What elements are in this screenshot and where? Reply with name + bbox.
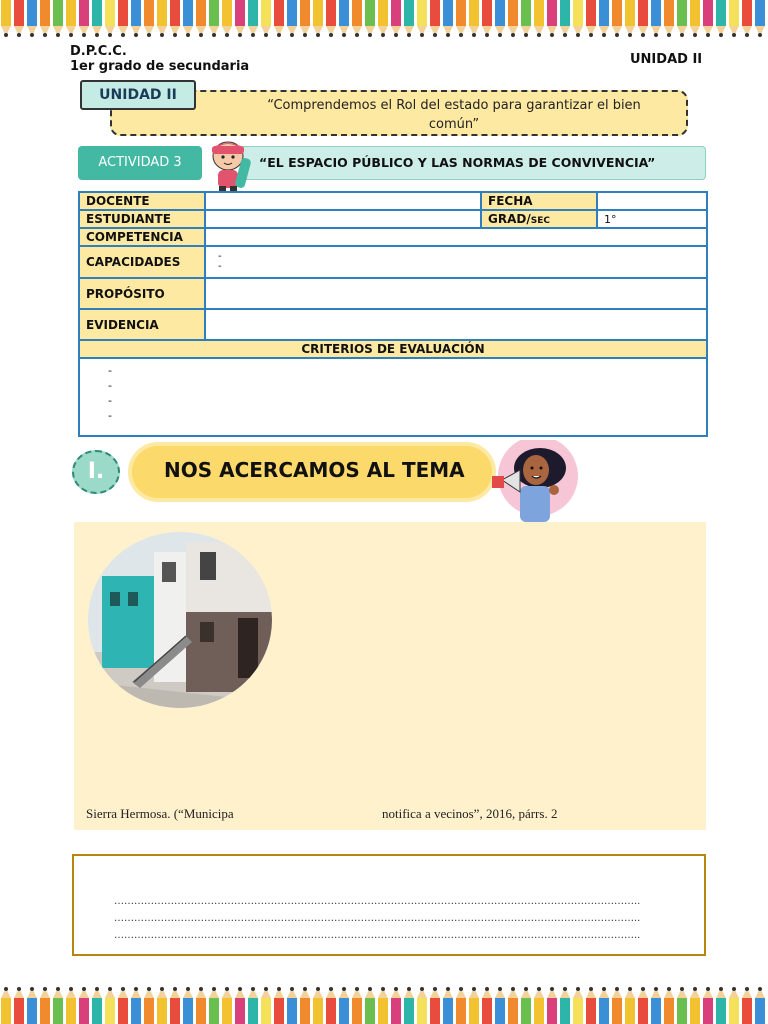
- criterio-item: -: [108, 409, 112, 422]
- pencil-border-top: [0, 0, 768, 40]
- pencil-decoration: [351, 0, 363, 40]
- criterio-item: -: [108, 379, 112, 392]
- evidencia-label: EVIDENCIA: [79, 309, 205, 340]
- pencil-decoration: [468, 984, 480, 1024]
- pencil-decoration: [715, 0, 727, 40]
- pencil-decoration: [559, 0, 571, 40]
- pencil-decoration: [559, 984, 571, 1024]
- pencil-decoration: [546, 984, 558, 1024]
- pencil-decoration: [312, 0, 324, 40]
- pencil-decoration: [91, 984, 103, 1024]
- pencil-decoration: [0, 0, 12, 40]
- pencil-decoration: [247, 0, 259, 40]
- grad-sec-field[interactable]: 1°: [597, 210, 707, 228]
- student-info-table: [78, 191, 708, 437]
- pencil-decoration: [507, 0, 519, 40]
- pencil-decoration: [325, 984, 337, 1024]
- pencil-decoration: [611, 0, 623, 40]
- pencil-decoration: [481, 0, 493, 40]
- pencil-decoration: [663, 0, 675, 40]
- pencil-decoration: [182, 984, 194, 1024]
- pencil-decoration: [520, 984, 532, 1024]
- pencil-decoration: [143, 984, 155, 1024]
- pencil-decoration: [169, 984, 181, 1024]
- pencil-decoration: [286, 0, 298, 40]
- pencil-decoration: [299, 984, 311, 1024]
- activity-tag: ACTIVIDAD 3: [78, 146, 202, 180]
- pencil-decoration: [637, 984, 649, 1024]
- pencil-decoration: [117, 984, 129, 1024]
- pencil-decoration: [754, 984, 766, 1024]
- pencil-decoration: [39, 984, 51, 1024]
- pencil-decoration: [273, 984, 285, 1024]
- pencil-decoration: [611, 984, 623, 1024]
- pencil-decoration: [403, 984, 415, 1024]
- grad-label: GRAD/: [488, 212, 531, 226]
- pencil-decoration: [91, 0, 103, 40]
- estudiante-field[interactable]: [205, 210, 481, 228]
- pencil-decoration: [650, 984, 662, 1024]
- pencil-decoration: [624, 0, 636, 40]
- pencil-decoration: [130, 984, 142, 1024]
- pencil-decoration: [39, 0, 51, 40]
- pencil-decoration: [117, 0, 129, 40]
- pencil-decoration: [741, 984, 753, 1024]
- pencil-decoration: [663, 984, 675, 1024]
- pencil-decoration: [208, 984, 220, 1024]
- section-title-banner: [132, 446, 492, 498]
- pencil-decoration: [52, 0, 64, 40]
- capacidad-item: -: [218, 251, 222, 262]
- answer-line[interactable]: …………………………………………………………………………………………………………………………………………..: [114, 930, 641, 941]
- pencil-decoration: [65, 984, 77, 1024]
- estudiante-label: ESTUDIANTE: [79, 210, 205, 228]
- activity-title: “EL ESPACIO PÚBLICO Y LAS NORMAS DE CONVIVENCIA”: [259, 155, 656, 170]
- answer-line[interactable]: …………………………………………………………………………………………………………………………………………..: [114, 913, 641, 924]
- pencil-decoration: [390, 0, 402, 40]
- pencil-decoration: [78, 984, 90, 1024]
- pencil-decoration: [494, 0, 506, 40]
- capacidad-item: -: [218, 261, 222, 272]
- pencil-decoration: [728, 984, 740, 1024]
- pencil-decoration: [507, 984, 519, 1024]
- student-illustration-icon: [204, 138, 256, 194]
- pencil-border-bottom: [0, 984, 768, 1024]
- pencil-decoration: [286, 984, 298, 1024]
- pencil-decoration: [338, 0, 350, 40]
- grade-level: 1er grado de secundaria: [70, 59, 250, 74]
- pencil-decoration: [377, 0, 389, 40]
- pencil-decoration: [130, 0, 142, 40]
- pencil-decoration: [624, 984, 636, 1024]
- pencil-decoration: [585, 0, 597, 40]
- sec-label: SEC: [530, 216, 550, 226]
- pencil-decoration: [741, 0, 753, 40]
- pencil-decoration: [221, 0, 233, 40]
- grad-sec-label: [481, 210, 597, 228]
- docente-label: DOCENTE: [79, 192, 205, 210]
- pencil-decoration: [481, 984, 493, 1024]
- activity-title-bar: [240, 146, 706, 180]
- pencil-decoration: [26, 0, 38, 40]
- pencil-decoration: [429, 0, 441, 40]
- pencil-decoration: [429, 984, 441, 1024]
- proposito-field[interactable]: [205, 278, 707, 309]
- pencil-decoration: [676, 984, 688, 1024]
- pencil-decoration: [416, 0, 428, 40]
- pencil-decoration: [390, 984, 402, 1024]
- section-number: I.: [72, 450, 120, 494]
- pencil-decoration: [169, 0, 181, 40]
- capacidades-field[interactable]: [205, 246, 707, 278]
- answer-line[interactable]: …………………………………………………………………………………………………………………………………………..: [114, 896, 641, 907]
- pencil-decoration: [364, 984, 376, 1024]
- street-photo: [88, 532, 272, 708]
- pencil-decoration: [195, 984, 207, 1024]
- pencil-decoration: [234, 984, 246, 1024]
- pencil-decoration: [156, 984, 168, 1024]
- pencil-decoration: [533, 984, 545, 1024]
- unit-tag: UNIDAD II: [80, 80, 196, 110]
- pencil-decoration: [520, 0, 532, 40]
- pencil-decoration: [104, 0, 116, 40]
- pencil-decoration: [26, 984, 38, 1024]
- org-name: D.P.C.C.: [70, 44, 127, 59]
- pencil-decoration: [702, 0, 714, 40]
- pencil-decoration: [104, 984, 116, 1024]
- pencil-decoration: [325, 0, 337, 40]
- evidencia-field[interactable]: [205, 309, 707, 340]
- pencil-decoration: [247, 984, 259, 1024]
- criterios-header: CRITERIOS DE EVALUACIÓN: [79, 340, 707, 358]
- pencil-decoration: [715, 984, 727, 1024]
- pencil-decoration: [364, 0, 376, 40]
- pencil-decoration: [377, 984, 389, 1024]
- pencil-decoration: [195, 0, 207, 40]
- pencil-decoration: [533, 0, 545, 40]
- photo-caption-left: Sierra Hermosa. (“Municipa: [86, 806, 234, 821]
- pencil-decoration: [598, 984, 610, 1024]
- pencil-decoration: [494, 984, 506, 1024]
- fecha-label: FECHA: [481, 192, 597, 210]
- pencil-decoration: [208, 0, 220, 40]
- competencia-field[interactable]: [205, 228, 707, 246]
- megaphone-girl-icon: [488, 440, 580, 524]
- pencil-decoration: [676, 0, 688, 40]
- pencil-decoration: [689, 984, 701, 1024]
- pencil-decoration: [650, 0, 662, 40]
- pencil-decoration: [13, 0, 25, 40]
- pencil-decoration: [416, 984, 428, 1024]
- pencil-decoration: [78, 0, 90, 40]
- pencil-decoration: [260, 984, 272, 1024]
- pencil-decoration: [52, 984, 64, 1024]
- pencil-decoration: [455, 984, 467, 1024]
- pencil-decoration: [65, 0, 77, 40]
- pencil-decoration: [0, 984, 12, 1024]
- pencil-decoration: [13, 984, 25, 1024]
- pencil-decoration: [234, 0, 246, 40]
- pencil-decoration: [754, 0, 766, 40]
- pencil-decoration: [455, 0, 467, 40]
- pencil-decoration: [273, 0, 285, 40]
- pencil-decoration: [156, 0, 168, 40]
- pencil-decoration: [299, 0, 311, 40]
- competencia-label: COMPETENCIA: [79, 228, 205, 246]
- pencil-decoration: [338, 984, 350, 1024]
- pencil-decoration: [598, 0, 610, 40]
- docente-field[interactable]: [205, 192, 481, 210]
- pencil-decoration: [403, 0, 415, 40]
- proposito-label: PROPÓSITO: [79, 278, 205, 309]
- pencil-decoration: [143, 0, 155, 40]
- pencil-decoration: [351, 984, 363, 1024]
- pencil-decoration: [637, 0, 649, 40]
- pencil-decoration: [585, 984, 597, 1024]
- pencil-decoration: [182, 0, 194, 40]
- unit-label-right: UNIDAD II: [630, 52, 703, 67]
- criterios-field[interactable]: [79, 358, 707, 436]
- section-title: NOS ACERCAMOS AL TEMA: [164, 458, 465, 482]
- capacidades-label: CAPACIDADES: [79, 246, 205, 278]
- pencil-decoration: [312, 984, 324, 1024]
- pencil-decoration: [572, 984, 584, 1024]
- pencil-decoration: [728, 0, 740, 40]
- pencil-decoration: [702, 984, 714, 1024]
- pencil-decoration: [572, 0, 584, 40]
- pencil-decoration: [689, 0, 701, 40]
- pencil-decoration: [221, 984, 233, 1024]
- fecha-field[interactable]: [597, 192, 707, 210]
- pencil-decoration: [468, 0, 480, 40]
- pencil-decoration: [260, 0, 272, 40]
- unit-quote: “Comprendemos el Rol del estado para garantizar el bien común”: [267, 98, 641, 132]
- pencil-decoration: [546, 0, 558, 40]
- criterio-item: -: [108, 364, 112, 377]
- pencil-decoration: [442, 0, 454, 40]
- pencil-decoration: [442, 984, 454, 1024]
- unit-banner: [110, 90, 688, 136]
- criterio-item: -: [108, 394, 112, 407]
- photo-caption-right: notifica a vecinos”, 2016, párrs. 2: [382, 806, 558, 821]
